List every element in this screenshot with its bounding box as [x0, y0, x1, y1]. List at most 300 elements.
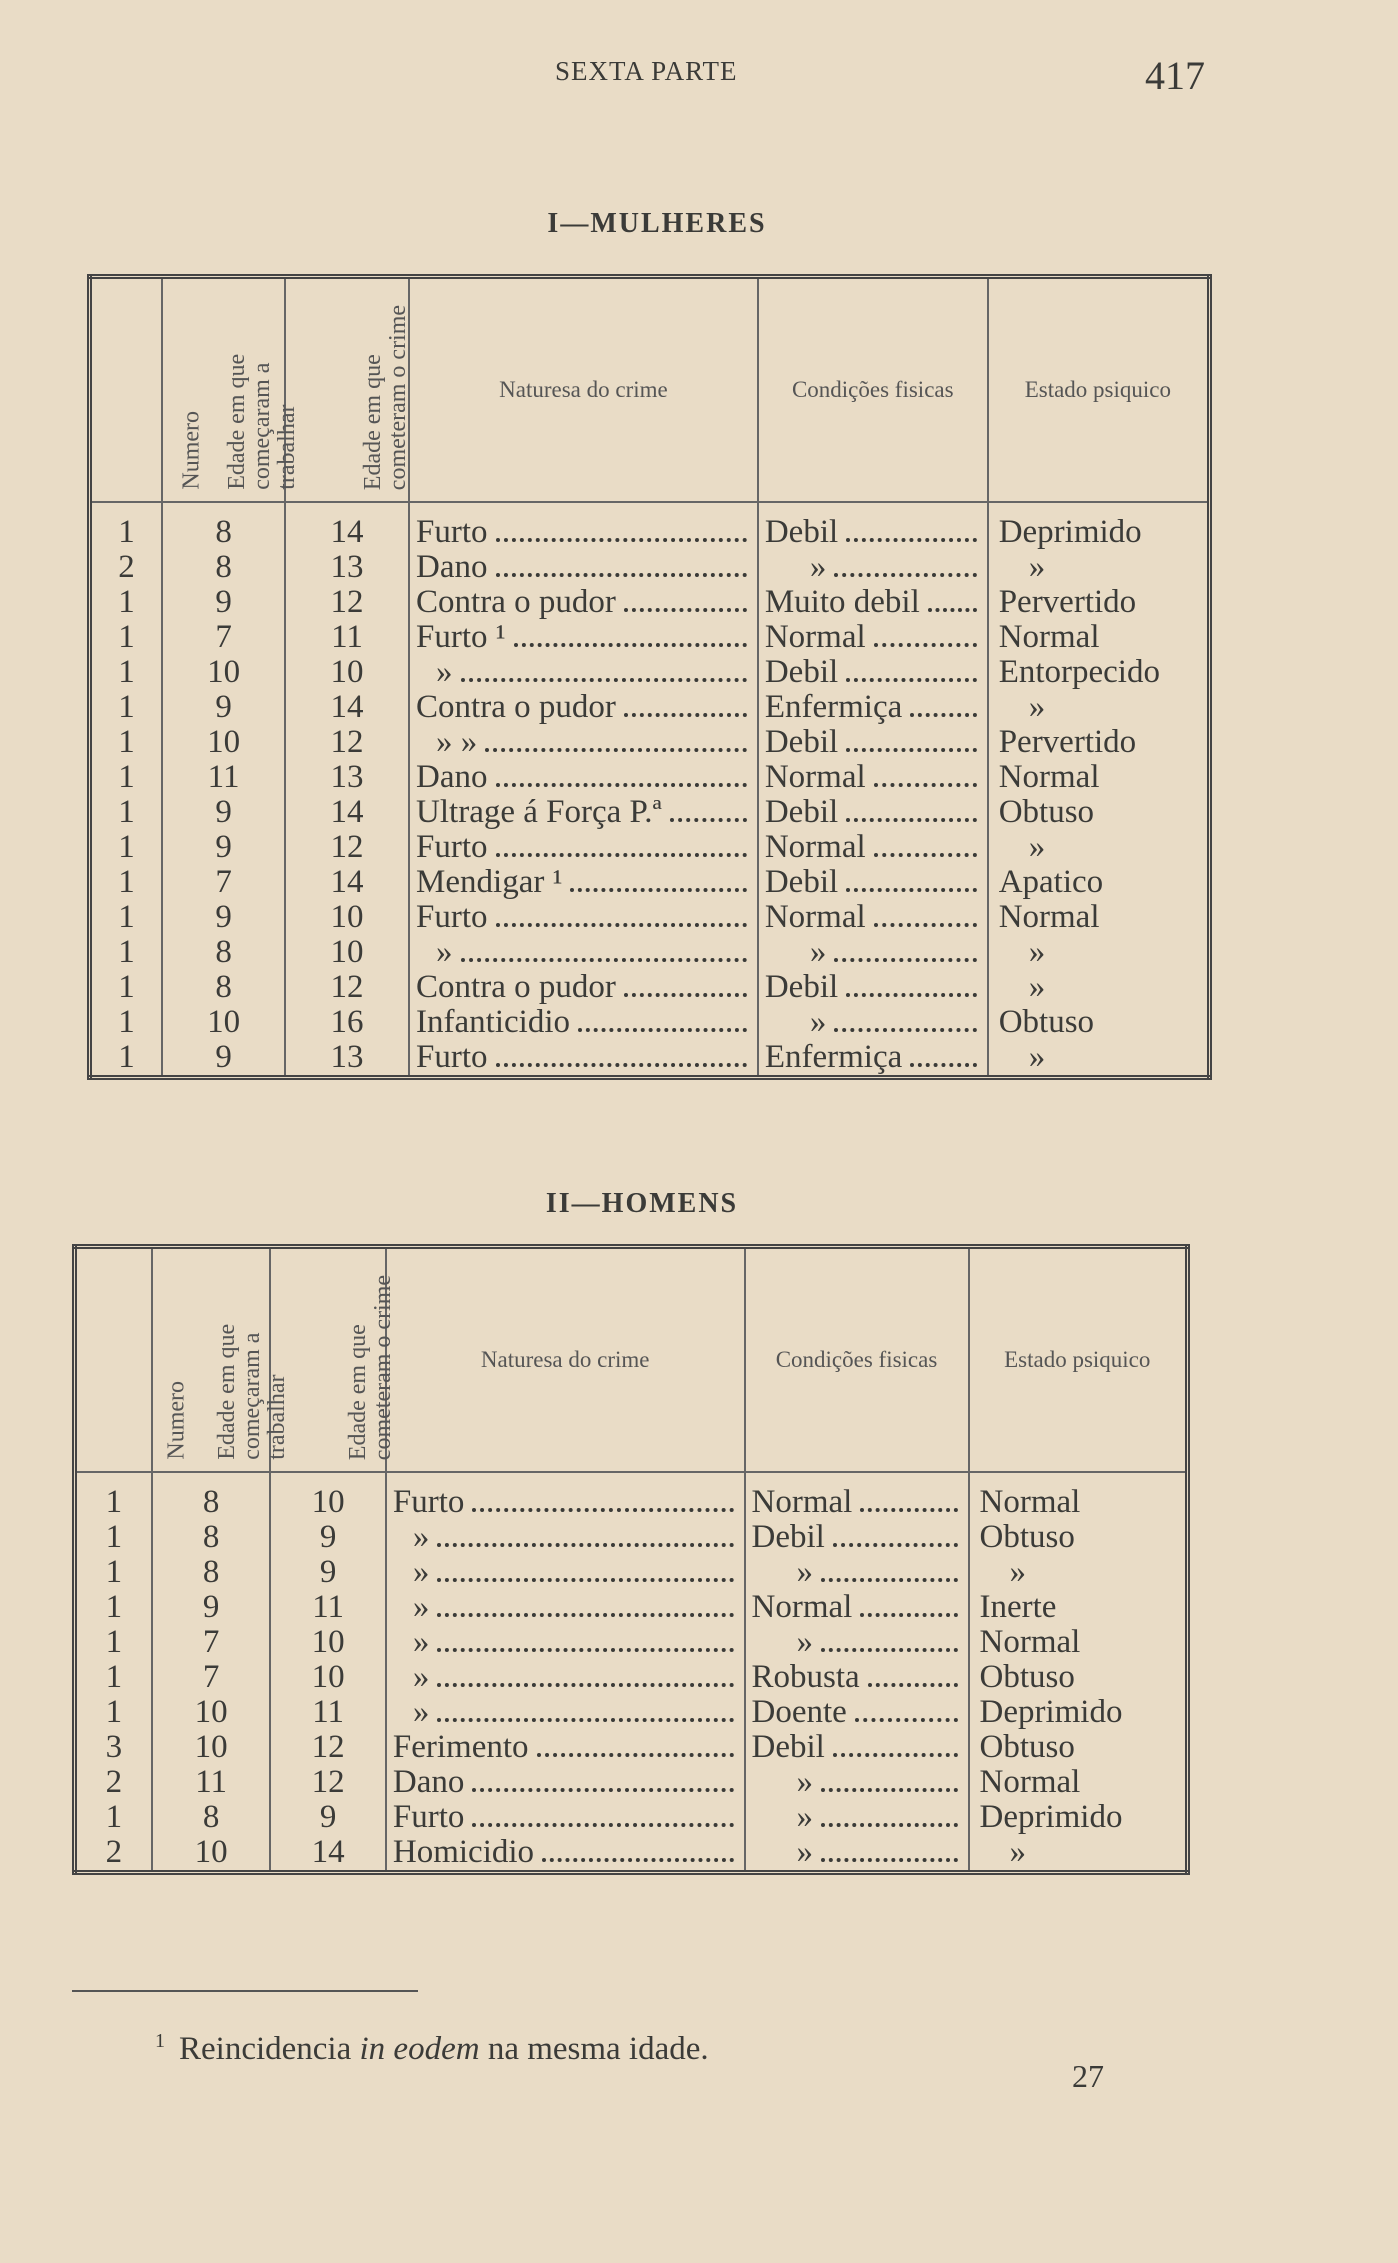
- dot-leader: [437, 1543, 733, 1547]
- spacer-row: [75, 1472, 1188, 1485]
- cell-text: Ferimento: [392, 1730, 529, 1765]
- table-mulheres: [87, 274, 1212, 1080]
- dot-leader: [821, 1823, 958, 1827]
- table-row: [75, 1485, 1188, 1520]
- cell-text: »: [796, 1765, 813, 1800]
- spacer-row: [90, 502, 1210, 515]
- dot-leader: [570, 888, 746, 892]
- cell-crime-age: 12: [270, 1765, 386, 1800]
- cell-psychic-state: Entorpecido: [988, 655, 1210, 690]
- column-header-label: Edade em que começaram a trabalhar: [224, 354, 301, 490]
- cell-physical-condition: [758, 795, 988, 830]
- table-row: [90, 935, 1210, 970]
- cell-crime-age: 10: [270, 1485, 386, 1520]
- cell-crime-nature: [409, 515, 758, 550]
- cell-physical-condition: [758, 725, 988, 760]
- cell-numero: 1: [118, 970, 135, 1005]
- dot-leader: [472, 1788, 733, 1792]
- cell-text: »: [809, 935, 827, 970]
- cell-text: Furto: [392, 1485, 465, 1520]
- cell-start-age: 8: [162, 935, 285, 970]
- dot-leader: [437, 1718, 733, 1722]
- cell-psychic-state: Normal: [969, 1485, 1188, 1520]
- dot-leader: [461, 678, 747, 682]
- cell-physical-condition: [745, 1590, 969, 1625]
- cell-crime-nature: [409, 970, 758, 1005]
- table-row: [75, 1625, 1188, 1660]
- column-header-label: Condições fisicas: [775, 1346, 938, 1372]
- table-row: [90, 1005, 1210, 1040]
- table-row: [90, 515, 1210, 550]
- column-header-label: Edade em que começaram a trabalhar: [214, 1324, 291, 1460]
- table-row: [90, 725, 1210, 760]
- cell-physical-condition: [758, 515, 988, 550]
- cell-text: »: [436, 655, 453, 690]
- cell-psychic-state: Obtuso: [969, 1520, 1188, 1555]
- cell-physical-condition: [745, 1695, 969, 1730]
- column-header-physical-condition: [758, 277, 988, 503]
- table-row: [90, 690, 1210, 725]
- dot-leader: [855, 1718, 958, 1722]
- cell-crime-nature: [409, 655, 758, 690]
- spacer-cell: [75, 1472, 152, 1485]
- table-row: [90, 900, 1210, 935]
- cell-numero: 1: [118, 795, 135, 830]
- table-row: [75, 1520, 1188, 1555]
- cell-text: »: [436, 935, 453, 970]
- dot-leader: [846, 993, 977, 997]
- dot-leader: [846, 678, 977, 682]
- cell-crime-age: 14: [270, 1835, 386, 1873]
- table-row: [90, 795, 1210, 830]
- cell-start-age: 11: [152, 1765, 271, 1800]
- cell-start-age: 10: [152, 1835, 271, 1873]
- cell-physical-condition: [758, 900, 988, 935]
- cell-psychic-state: Normal: [988, 620, 1210, 655]
- cell-numero: 1: [105, 1520, 123, 1555]
- cell-psychic-state: Obtuso: [988, 1005, 1210, 1040]
- cell-crime-age: 9: [270, 1520, 386, 1555]
- cell-text: »: [809, 1005, 827, 1040]
- cell-physical-condition: [758, 830, 988, 865]
- cell-crime-nature: [409, 900, 758, 935]
- cell-crime-age: 9: [270, 1555, 386, 1590]
- cell-psychic-state: Pervertido: [988, 585, 1210, 620]
- cell-crime-nature: [386, 1835, 745, 1873]
- cell-psychic-state: »: [969, 1835, 1188, 1873]
- cell-physical-condition: [758, 865, 988, 900]
- dot-leader: [821, 1578, 958, 1582]
- cell-start-age: 9: [152, 1590, 271, 1625]
- table-row: [90, 830, 1210, 865]
- cell-text: Contra o pudor: [416, 585, 616, 620]
- spacer-cell: [758, 502, 988, 515]
- cell-crime-nature: [386, 1520, 745, 1555]
- cell-crime-nature: [409, 865, 758, 900]
- cell-start-age: 9: [162, 1040, 285, 1078]
- cell-crime-nature: [409, 690, 758, 725]
- cell-text: Normal: [764, 760, 866, 795]
- dot-leader: [496, 573, 747, 577]
- dot-leader: [874, 853, 977, 857]
- column-header-crime-nature: [409, 277, 758, 503]
- cell-crime-nature: [386, 1660, 745, 1695]
- dot-leader: [624, 713, 747, 717]
- dot-leader: [670, 818, 747, 822]
- table-row: [90, 585, 1210, 620]
- cell-psychic-state: »: [988, 935, 1210, 970]
- dot-leader: [821, 1788, 958, 1792]
- cell-physical-condition: [758, 1005, 988, 1040]
- cell-psychic-state: Normal: [988, 760, 1210, 795]
- dot-leader: [472, 1823, 733, 1827]
- cell-text: Contra o pudor: [416, 690, 616, 725]
- cell-crime-nature: [409, 760, 758, 795]
- cell-text: Normal: [751, 1590, 853, 1625]
- dot-leader: [846, 748, 977, 752]
- cell-psychic-state: »: [969, 1555, 1188, 1590]
- cell-physical-condition: [745, 1660, 969, 1695]
- cell-start-age: 8: [152, 1800, 271, 1835]
- cell-physical-condition: [745, 1520, 969, 1555]
- cell-physical-condition: [758, 585, 988, 620]
- column-header-label: Condições fisicas: [791, 376, 954, 402]
- cell-text: »: [796, 1555, 813, 1590]
- cell-physical-condition: [758, 620, 988, 655]
- dot-leader: [834, 573, 976, 577]
- cell-crime-nature: [409, 620, 758, 655]
- cell-physical-condition: [745, 1485, 969, 1520]
- cell-crime-age: 12: [285, 585, 409, 620]
- cell-crime-age: 13: [285, 760, 409, 795]
- column-header-numero: [90, 277, 205, 503]
- footnote-rule: [72, 1990, 418, 1992]
- cell-text: Robusta: [751, 1660, 860, 1695]
- cell-physical-condition: [758, 690, 988, 725]
- spacer-cell: [270, 1472, 386, 1485]
- dot-leader: [461, 958, 747, 962]
- running-title: SEXTA PARTE: [555, 56, 738, 86]
- column-header-numero: [75, 1247, 190, 1473]
- cell-start-age: 9: [162, 830, 285, 865]
- cell-psychic-state: Deprimido: [969, 1800, 1188, 1835]
- cell-text: »: [412, 1660, 430, 1695]
- page-number: 417: [1145, 53, 1205, 98]
- dot-leader: [437, 1578, 733, 1582]
- cell-psychic-state: »: [988, 970, 1210, 1005]
- cell-crime-nature: [409, 935, 758, 970]
- cell-start-age: 9: [162, 585, 285, 620]
- cell-numero: 1: [105, 1695, 123, 1730]
- spacer-cell: [745, 1472, 969, 1485]
- dot-leader: [821, 1648, 958, 1652]
- dot-leader: [437, 1648, 733, 1652]
- cell-numero: 1: [118, 585, 135, 620]
- dot-leader: [485, 748, 747, 752]
- cell-numero: 1: [118, 620, 135, 655]
- cell-physical-condition: [745, 1625, 969, 1660]
- cell-psychic-state: »: [988, 1040, 1210, 1078]
- dot-leader: [833, 1543, 958, 1547]
- cell-crime-nature: [409, 585, 758, 620]
- cell-start-age: 10: [162, 725, 285, 760]
- cell-crime-age: 12: [285, 970, 409, 1005]
- table-row: [90, 655, 1210, 690]
- cell-text: Furto: [416, 515, 488, 550]
- cell-start-age: 10: [152, 1695, 271, 1730]
- spacer-cell: [162, 502, 285, 515]
- dot-leader: [860, 1508, 957, 1512]
- cell-start-age: 7: [162, 865, 285, 900]
- spacer-cell: [409, 502, 758, 515]
- cell-psychic-state: Deprimido: [969, 1695, 1188, 1730]
- column-header-psychic-state: [969, 1247, 1188, 1473]
- column-header-label: Estado psiquico: [1004, 1346, 1151, 1372]
- header-row: [75, 1247, 1188, 1473]
- cell-text: Muito debil: [764, 585, 920, 620]
- spacer-cell: [152, 1472, 271, 1485]
- cell-crime-nature: [409, 550, 758, 585]
- cell-physical-condition: [745, 1800, 969, 1835]
- header-row: [90, 277, 1210, 503]
- dot-leader: [846, 818, 977, 822]
- table-row: [90, 970, 1210, 1005]
- cell-crime-nature: [386, 1590, 745, 1625]
- dot-leader: [624, 608, 747, 612]
- cell-crime-age: 10: [285, 935, 409, 970]
- cell-numero: 1: [118, 690, 135, 725]
- dot-leader: [910, 1063, 976, 1067]
- cell-crime-age: 10: [285, 655, 409, 690]
- column-header-label: Naturesa do crime: [480, 1346, 650, 1372]
- cell-text: Normal: [764, 620, 866, 655]
- dot-leader: [624, 993, 747, 997]
- cell-crime-nature: [386, 1625, 745, 1660]
- cell-text: Debil: [764, 795, 839, 830]
- spacer-cell: [285, 502, 409, 515]
- table-row: [75, 1835, 1188, 1873]
- cell-crime-age: 12: [270, 1730, 386, 1765]
- section-title-mulheres: I—MULHERES: [547, 208, 767, 239]
- table-row: [90, 620, 1210, 655]
- cell-text: Ultrage á Força P.ª: [416, 795, 662, 830]
- cell-crime-age: 12: [285, 725, 409, 760]
- cell-start-age: 7: [152, 1660, 271, 1695]
- cell-psychic-state: Normal: [969, 1765, 1188, 1800]
- cell-crime-age: 16: [285, 1005, 409, 1040]
- cell-crime-nature: [386, 1800, 745, 1835]
- cell-start-age: 10: [162, 1005, 285, 1040]
- cell-numero: 2: [105, 1835, 123, 1870]
- column-header-label: Estado psiquico: [1024, 376, 1171, 402]
- dot-leader: [578, 1028, 747, 1032]
- cell-numero: 1: [118, 1005, 135, 1040]
- dot-leader: [514, 643, 747, 647]
- cell-text: Homicidio: [392, 1835, 535, 1870]
- cell-start-age: 8: [152, 1555, 271, 1590]
- cell-text: Debil: [764, 725, 839, 760]
- cell-crime-age: 14: [285, 795, 409, 830]
- dot-leader: [496, 853, 747, 857]
- cell-text: »: [809, 550, 827, 585]
- cell-crime-nature: [386, 1695, 745, 1730]
- cell-text: »: [796, 1835, 813, 1870]
- column-header-label: Numero: [178, 411, 205, 490]
- dot-leader: [496, 783, 747, 787]
- spacer-cell: [969, 1472, 1188, 1485]
- cell-crime-age: 9: [270, 1800, 386, 1835]
- cell-text: Enfermiça: [764, 690, 903, 725]
- cell-numero: 1: [105, 1485, 123, 1520]
- dot-leader: [874, 923, 977, 927]
- column-header-label: Numero: [163, 1381, 190, 1460]
- cell-start-age: 9: [162, 690, 285, 725]
- dot-leader: [874, 643, 977, 647]
- cell-psychic-state: »: [988, 830, 1210, 865]
- section-title-homens: II—HOMENS: [545, 1188, 739, 1219]
- cell-crime-age: 12: [285, 830, 409, 865]
- cell-text: Enfermiça: [764, 1040, 903, 1075]
- cell-crime-age: 10: [285, 900, 409, 935]
- dot-leader: [472, 1508, 733, 1512]
- cell-crime-nature: [409, 830, 758, 865]
- table-row: [75, 1730, 1188, 1765]
- cell-start-age: 7: [162, 620, 285, 655]
- cell-start-age: 8: [162, 970, 285, 1005]
- cell-text: Furto: [416, 1040, 488, 1075]
- cell-numero: 1: [118, 865, 135, 900]
- cell-start-age: 9: [162, 795, 285, 830]
- footnote-marker: 1: [155, 2030, 165, 2052]
- cell-psychic-state: Deprimido: [988, 515, 1210, 550]
- cell-crime-age: 13: [285, 550, 409, 585]
- cell-text: Dano: [392, 1765, 465, 1800]
- cell-text: »: [796, 1800, 813, 1835]
- cell-crime-age: 13: [285, 1040, 409, 1078]
- dot-leader: [874, 783, 977, 787]
- cell-numero: 1: [118, 900, 135, 935]
- column-header-psychic-state: [988, 277, 1210, 503]
- cell-numero: 1: [118, 760, 135, 795]
- table-row: [90, 550, 1210, 585]
- table-row: [75, 1590, 1188, 1625]
- cell-physical-condition: [745, 1555, 969, 1590]
- cell-crime-nature: [409, 1005, 758, 1040]
- cell-text: Normal: [764, 900, 866, 935]
- cell-numero: 1: [118, 1040, 135, 1075]
- cell-text: Furto: [416, 830, 488, 865]
- cell-crime-nature: [386, 1555, 745, 1590]
- table-row: [75, 1695, 1188, 1730]
- cell-text: »: [796, 1625, 813, 1660]
- column-header-label: Naturesa do crime: [499, 376, 668, 402]
- cell-numero: 3: [105, 1730, 123, 1765]
- spacer-cell: [386, 1472, 745, 1485]
- cell-start-age: 7: [152, 1625, 271, 1660]
- cell-crime-age: 11: [285, 620, 409, 655]
- signature-mark: 27: [1072, 2058, 1104, 2094]
- cell-text: »: [412, 1590, 430, 1625]
- spacer-cell: [90, 502, 163, 515]
- cell-text: Debil: [751, 1520, 825, 1555]
- spacer-cell: [988, 502, 1210, 515]
- column-header-crime-age: [285, 277, 412, 503]
- cell-numero: 1: [105, 1660, 123, 1695]
- table-row: [75, 1660, 1188, 1695]
- cell-crime-nature: [386, 1730, 745, 1765]
- cell-numero: 1: [105, 1800, 123, 1835]
- cell-text: Infanticidio: [416, 1005, 570, 1040]
- dot-leader: [537, 1753, 734, 1757]
- dot-leader: [846, 538, 977, 542]
- cell-psychic-state: Obtuso: [988, 795, 1210, 830]
- cell-physical-condition: [758, 550, 988, 585]
- footnote-text: Reincidencia in eodem na mesma idade.: [179, 2031, 709, 2067]
- cell-crime-nature: [409, 1040, 758, 1078]
- dot-leader: [437, 1613, 733, 1617]
- cell-physical-condition: [758, 1040, 988, 1078]
- cell-numero: 2: [118, 550, 135, 585]
- dot-leader: [834, 958, 976, 962]
- cell-start-age: 8: [152, 1520, 271, 1555]
- cell-psychic-state: »: [988, 550, 1210, 585]
- dot-leader: [834, 1028, 976, 1032]
- cell-text: Normal: [764, 830, 866, 865]
- cell-numero: 2: [105, 1765, 123, 1800]
- dot-leader: [860, 1613, 957, 1617]
- cell-psychic-state: Obtuso: [969, 1660, 1188, 1695]
- cell-text: Debil: [751, 1730, 825, 1765]
- cell-text: »: [412, 1625, 430, 1660]
- table-row: [75, 1555, 1188, 1590]
- cell-text: Normal: [751, 1485, 853, 1520]
- cell-text: Debil: [764, 655, 839, 690]
- cell-start-age: 10: [162, 655, 285, 690]
- cell-start-age: 8: [162, 515, 285, 550]
- cell-numero: 1: [105, 1625, 123, 1660]
- cell-crime-age: 10: [270, 1660, 386, 1695]
- cell-crime-nature: [386, 1485, 745, 1520]
- cell-crime-age: 14: [285, 865, 409, 900]
- cell-physical-condition: [758, 935, 988, 970]
- table-row: [75, 1800, 1188, 1835]
- table-row: [90, 865, 1210, 900]
- cell-text: Doente: [751, 1695, 847, 1730]
- dot-leader: [928, 608, 977, 612]
- cell-numero: 1: [118, 515, 135, 550]
- cell-text: » »: [436, 725, 478, 760]
- dot-leader: [437, 1683, 733, 1687]
- cell-text: Debil: [764, 970, 839, 1005]
- cell-crime-nature: [409, 795, 758, 830]
- cell-physical-condition: [758, 760, 988, 795]
- cell-crime-age: 11: [270, 1590, 386, 1625]
- dot-leader: [833, 1753, 958, 1757]
- cell-crime-age: 14: [285, 515, 409, 550]
- table-row: [90, 1040, 1210, 1078]
- cell-text: Contra o pudor: [416, 970, 616, 1005]
- cell-start-age: 9: [162, 900, 285, 935]
- dot-leader: [846, 888, 977, 892]
- cell-crime-nature: [409, 725, 758, 760]
- cell-text: Furto: [392, 1800, 465, 1835]
- cell-psychic-state: Normal: [988, 900, 1210, 935]
- cell-start-age: 8: [162, 550, 285, 585]
- cell-physical-condition: [745, 1730, 969, 1765]
- dot-leader: [496, 538, 747, 542]
- dot-leader: [542, 1858, 733, 1862]
- dot-leader: [496, 1063, 747, 1067]
